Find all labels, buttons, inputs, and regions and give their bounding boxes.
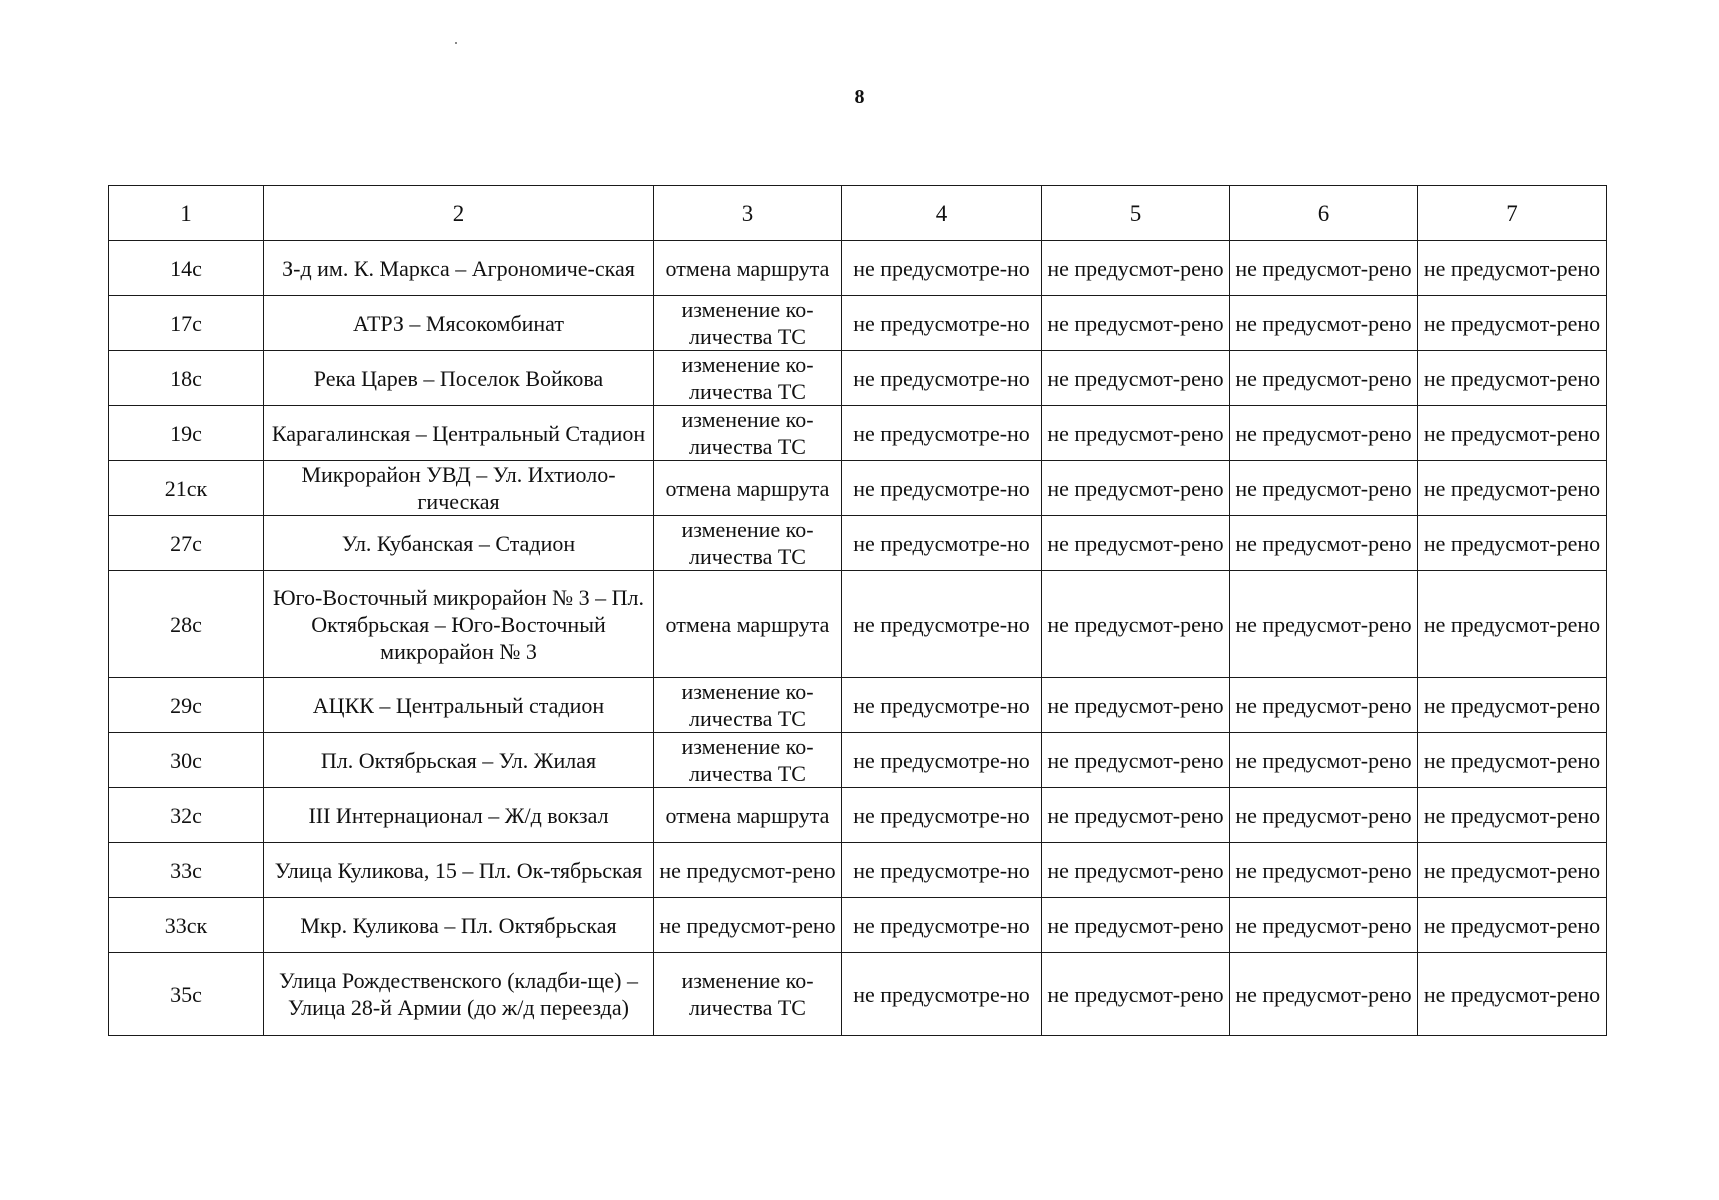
col6-cell: не предусмот-рено	[1230, 733, 1418, 788]
table-row	[109, 351, 1607, 406]
col7-cell: не предусмот-рено	[1418, 953, 1607, 1036]
route-number-cell: 35с	[109, 953, 264, 1036]
measure-cell: изменение ко-личества ТС	[654, 733, 842, 788]
column-header: 5	[1042, 186, 1230, 241]
col6-cell: не предусмот-рено	[1230, 788, 1418, 843]
col4-cell: не предусмотре-но	[842, 733, 1042, 788]
measure-cell: изменение ко-личества ТС	[654, 953, 842, 1036]
col7-cell: не предусмот-рено	[1418, 461, 1607, 516]
col6-cell: не предусмот-рено	[1230, 296, 1418, 351]
column-header: 7	[1418, 186, 1607, 241]
col4-cell: не предусмотре-но	[842, 788, 1042, 843]
route-number-cell: 33с	[109, 843, 264, 898]
column-header: 1	[109, 186, 264, 241]
col7-cell: не предусмот-рено	[1418, 898, 1607, 953]
page-number: 8	[854, 86, 865, 108]
measure-cell: отмена маршрута	[654, 241, 842, 296]
measure-cell: отмена маршрута	[654, 461, 842, 516]
route-name-cell: III Интернационал – Ж/д вокзал	[264, 788, 654, 843]
column-header: 2	[264, 186, 654, 241]
table-row	[109, 461, 1607, 516]
col4-cell: не предусмотре-но	[842, 516, 1042, 571]
col7-cell: не предусмот-рено	[1418, 678, 1607, 733]
col4-cell: не предусмотре-но	[842, 571, 1042, 678]
col5-cell: не предусмот-рено	[1042, 678, 1230, 733]
column-header: 3	[654, 186, 842, 241]
table-row	[109, 296, 1607, 351]
col5-cell: не предусмот-рено	[1042, 516, 1230, 571]
route-name-cell: Юго-Восточный микрорайон № 3 – Пл. Октябрьская – Юго-Восточный микрорайон № 3	[264, 571, 654, 678]
route-number-cell: 27с	[109, 516, 264, 571]
col6-cell: не предусмот-рено	[1230, 461, 1418, 516]
col4-cell: не предусмотре-но	[842, 898, 1042, 953]
route-number-cell: 33ск	[109, 898, 264, 953]
col4-cell: не предусмотре-но	[842, 953, 1042, 1036]
route-name-cell: З-д им. К. Маркса – Агрономиче-ская	[264, 241, 654, 296]
measure-cell: не предусмот-рено	[654, 843, 842, 898]
route-name-cell: Пл. Октябрьская – Ул. Жилая	[264, 733, 654, 788]
col6-cell: не предусмот-рено	[1230, 241, 1418, 296]
col6-cell: не предусмот-рено	[1230, 898, 1418, 953]
col7-cell: не предусмот-рено	[1418, 788, 1607, 843]
col5-cell: не предусмот-рено	[1042, 788, 1230, 843]
route-number-cell: 14с	[109, 241, 264, 296]
col7-cell: не предусмот-рено	[1418, 733, 1607, 788]
col4-cell: не предусмотре-но	[842, 843, 1042, 898]
route-number-cell: 19с	[109, 406, 264, 461]
col5-cell: не предусмот-рено	[1042, 406, 1230, 461]
col5-cell: не предусмот-рено	[1042, 461, 1230, 516]
col5-cell: не предусмот-рено	[1042, 241, 1230, 296]
table-row	[109, 516, 1607, 571]
col5-cell: не предусмот-рено	[1042, 571, 1230, 678]
col4-cell: не предусмотре-но	[842, 351, 1042, 406]
header-row	[109, 186, 1607, 241]
table-row	[109, 953, 1607, 1036]
column-header: 4	[842, 186, 1042, 241]
col7-cell: не предусмот-рено	[1418, 516, 1607, 571]
table-row	[109, 843, 1607, 898]
col5-cell: не предусмот-рено	[1042, 733, 1230, 788]
table-row	[109, 678, 1607, 733]
route-number-cell: 32с	[109, 788, 264, 843]
route-number-cell: 17с	[109, 296, 264, 351]
measure-cell: отмена маршрута	[654, 788, 842, 843]
route-name-cell: Карагалинская – Центральный Стадион	[264, 406, 654, 461]
col5-cell: не предусмот-рено	[1042, 351, 1230, 406]
col6-cell: не предусмот-рено	[1230, 843, 1418, 898]
route-name-cell: Ул. Кубанская – Стадион	[264, 516, 654, 571]
col7-cell: не предусмот-рено	[1418, 406, 1607, 461]
table-row	[109, 788, 1607, 843]
column-header: 6	[1230, 186, 1418, 241]
col7-cell: не предусмот-рено	[1418, 296, 1607, 351]
route-name-cell: АТРЗ – Мясокомбинат	[264, 296, 654, 351]
measure-cell: изменение ко-личества ТС	[654, 406, 842, 461]
measure-cell: изменение ко-личества ТС	[654, 678, 842, 733]
col4-cell: не предусмотре-но	[842, 296, 1042, 351]
measure-cell: отмена маршрута	[654, 571, 842, 678]
col7-cell: не предусмот-рено	[1418, 351, 1607, 406]
route-number-cell: 21ск	[109, 461, 264, 516]
col4-cell: не предусмотре-но	[842, 241, 1042, 296]
col5-cell: не предусмот-рено	[1042, 843, 1230, 898]
col7-cell: не предусмот-рено	[1418, 241, 1607, 296]
route-number-cell: 28с	[109, 571, 264, 678]
col4-cell: не предусмотре-но	[842, 406, 1042, 461]
measure-cell: изменение ко-личества ТС	[654, 351, 842, 406]
col5-cell: не предусмот-рено	[1042, 953, 1230, 1036]
measure-cell: изменение ко-личества ТС	[654, 296, 842, 351]
routes-table	[108, 185, 1607, 1036]
route-name-cell: Улица Куликова, 15 – Пл. Ок-тябрьская	[264, 843, 654, 898]
col6-cell: не предусмот-рено	[1230, 678, 1418, 733]
col6-cell: не предусмот-рено	[1230, 516, 1418, 571]
route-name-cell: Улица Рождественского (кладби-ще) – Улица 28-й Армии (до ж/д переезда)	[264, 953, 654, 1036]
table-row	[109, 898, 1607, 953]
scan-speck	[455, 42, 457, 44]
route-number-cell: 30с	[109, 733, 264, 788]
measure-cell: не предусмот-рено	[654, 898, 842, 953]
col7-cell: не предусмот-рено	[1418, 571, 1607, 678]
table-row	[109, 733, 1607, 788]
col4-cell: не предусмотре-но	[842, 461, 1042, 516]
route-number-cell: 18с	[109, 351, 264, 406]
col5-cell: не предусмот-рено	[1042, 898, 1230, 953]
col4-cell: не предусмотре-но	[842, 678, 1042, 733]
route-name-cell: АЦКК – Центральный стадион	[264, 678, 654, 733]
route-number-cell: 29с	[109, 678, 264, 733]
table-row	[109, 571, 1607, 678]
route-name-cell: Река Царев – Поселок Войкова	[264, 351, 654, 406]
table-row	[109, 241, 1607, 296]
route-name-cell: Мкр. Куликова – Пл. Октябрьская	[264, 898, 654, 953]
col7-cell: не предусмот-рено	[1418, 843, 1607, 898]
measure-cell: изменение ко-личества ТС	[654, 516, 842, 571]
col6-cell: не предусмот-рено	[1230, 953, 1418, 1036]
col6-cell: не предусмот-рено	[1230, 351, 1418, 406]
col5-cell: не предусмот-рено	[1042, 296, 1230, 351]
col6-cell: не предусмот-рено	[1230, 571, 1418, 678]
table-row	[109, 406, 1607, 461]
route-name-cell: Микрорайон УВД – Ул. Ихтиоло-гическая	[264, 461, 654, 516]
col6-cell: не предусмот-рено	[1230, 406, 1418, 461]
